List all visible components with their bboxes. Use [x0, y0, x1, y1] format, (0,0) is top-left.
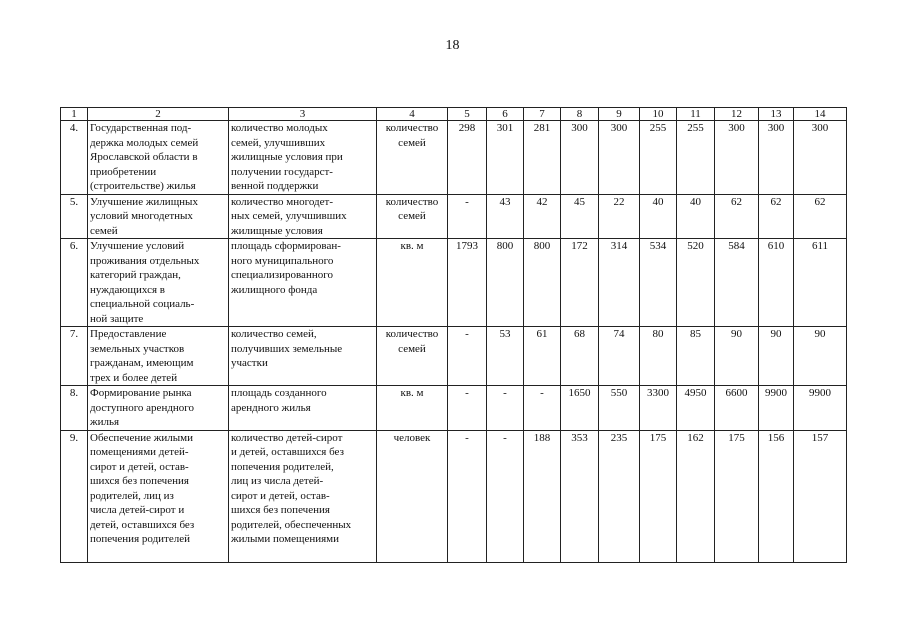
indicator-name-cell-text: количество молодых семей, улучшивших жилищные условия при получении государст- венной поддержки	[231, 122, 343, 192]
unit-cell-text: кв. м	[400, 240, 424, 252]
unit-cell	[377, 239, 448, 327]
value-cell	[524, 121, 561, 195]
header-cell-col-4: 4	[377, 108, 448, 121]
value-cell	[524, 327, 561, 386]
value-cell	[759, 194, 794, 239]
value-cell	[448, 327, 487, 386]
value-cell	[561, 121, 599, 195]
measure-name-cell	[88, 327, 229, 386]
indicator-name-cell-text: количество семей, получивших земельные участки	[231, 328, 343, 369]
value-cell	[487, 239, 524, 327]
header-cell-col-14: 14	[794, 108, 847, 121]
value-cell-text: -	[503, 387, 507, 399]
value-cell	[487, 121, 524, 195]
value-cell	[640, 194, 677, 239]
value-cell-text: 9900	[765, 387, 787, 399]
measure-name-cell-text: Улучшение условий проживания отдельных категорий граждан, нуждающихся в специальной социаль- ной защите	[90, 240, 200, 325]
value-cell-text: 156	[767, 431, 785, 444]
header-cell-col-2: 2	[88, 108, 229, 121]
header-cell-col-3: 3	[229, 108, 377, 121]
unit-cell-text: количество семей	[385, 328, 439, 355]
value-cell	[599, 386, 640, 431]
page-number: 18	[445, 38, 460, 53]
value-cell	[715, 327, 759, 386]
value-cell	[448, 121, 487, 195]
row-number-cell	[61, 327, 88, 386]
value-cell	[448, 194, 487, 239]
value-cell	[794, 239, 847, 327]
value-cell	[759, 430, 794, 562]
value-cell	[561, 194, 599, 239]
value-cell	[715, 430, 759, 562]
row-number-cell-text: 7.	[69, 328, 79, 340]
value-cell	[759, 121, 794, 195]
value-cell	[677, 239, 715, 327]
unit-cell-text: количество семей	[385, 195, 439, 222]
header-cell-col-11: 11	[677, 108, 715, 121]
value-cell-text: 61	[536, 328, 548, 340]
value-cell	[561, 239, 599, 327]
value-cell-text: 85	[690, 328, 701, 340]
value-cell	[561, 386, 599, 431]
value-cell	[599, 327, 640, 386]
value-cell-text: 4950	[684, 387, 707, 399]
header-cell-col-12: 12	[715, 108, 759, 121]
value-cell-text: 162	[687, 431, 704, 444]
value-cell-text: 235	[610, 431, 628, 444]
indicator-name-cell	[229, 239, 377, 327]
indicator-name-cell	[229, 194, 377, 239]
value-cell-text: 188	[533, 431, 551, 444]
value-cell	[524, 239, 561, 327]
value-cell-text: 301	[496, 122, 514, 134]
value-cell-text: 157	[811, 431, 829, 444]
value-cell	[599, 121, 640, 195]
value-cell-text: 1650	[568, 387, 591, 399]
unit-cell	[377, 121, 448, 195]
unit-cell	[377, 386, 448, 431]
value-cell-text: 520	[687, 240, 704, 252]
value-cell	[715, 194, 759, 239]
value-cell-text: 611	[811, 240, 829, 252]
value-cell	[487, 386, 524, 431]
value-cell	[599, 430, 640, 562]
value-cell-text: 800	[496, 240, 514, 252]
value-cell-text: 584	[728, 240, 745, 252]
value-cell	[487, 430, 524, 562]
row-number-cell	[61, 194, 88, 239]
value-cell-text: 9900	[809, 387, 831, 399]
header-cell-col-10: 10	[640, 108, 677, 121]
indicator-name-cell	[229, 327, 377, 386]
value-cell	[794, 194, 847, 239]
row-number-cell	[61, 121, 88, 195]
table-row	[61, 194, 847, 239]
value-cell-text: -	[540, 387, 544, 399]
value-cell-text: 62	[731, 195, 742, 208]
value-cell	[759, 386, 794, 431]
value-cell	[561, 430, 599, 562]
header-cell-col-5: 5	[448, 108, 487, 121]
value-cell-text: -	[465, 431, 469, 444]
value-cell	[448, 430, 487, 562]
measure-name-cell-text: Предоставление земельных участков гражданам, имеющим трех и более детей	[90, 328, 194, 384]
unit-cell	[377, 194, 448, 239]
value-cell-text: -	[465, 195, 469, 208]
measure-name-cell-text: Государственная под- держка молодых семей Ярославской области в приобретении (строительстве) жилья	[90, 122, 199, 192]
value-cell	[599, 239, 640, 327]
row-number-cell-text: 6.	[69, 240, 79, 252]
value-cell-text: 42	[536, 195, 548, 208]
value-cell	[487, 194, 524, 239]
value-cell-text: 300	[728, 122, 745, 134]
value-cell-text: 1793	[456, 240, 478, 252]
value-cell-text: 610	[767, 240, 785, 252]
value-cell-text: 40	[690, 195, 701, 208]
value-cell-text: 40	[652, 195, 664, 208]
row-number-cell	[61, 430, 88, 562]
value-cell	[715, 121, 759, 195]
measure-name-cell	[88, 430, 229, 562]
value-cell	[524, 386, 561, 431]
value-cell-text: 300	[767, 122, 785, 134]
value-cell	[524, 430, 561, 562]
value-cell	[677, 430, 715, 562]
value-cell-text: 255	[687, 122, 704, 134]
value-cell	[759, 239, 794, 327]
value-cell	[448, 386, 487, 431]
unit-cell-text: человек	[393, 431, 431, 444]
value-cell	[794, 121, 847, 195]
header-cell-col-7: 7	[524, 108, 561, 121]
measure-name-cell	[88, 386, 229, 431]
value-cell	[715, 386, 759, 431]
unit-cell-text: кв. м	[400, 387, 424, 399]
unit-cell-text: количество семей	[385, 122, 439, 149]
indicator-name-cell	[229, 386, 377, 431]
value-cell-text: -	[503, 431, 507, 444]
value-cell	[524, 194, 561, 239]
value-cell-text: 172	[571, 240, 588, 252]
header-cell-col-8: 8	[561, 108, 599, 121]
value-cell	[487, 327, 524, 386]
row-number-cell	[61, 386, 88, 431]
value-cell	[715, 239, 759, 327]
value-cell-text: 3300	[647, 387, 669, 399]
value-cell	[640, 386, 677, 431]
row-number-cell-text: 8.	[69, 387, 79, 399]
header-row	[61, 108, 847, 121]
value-cell-text: 6600	[725, 387, 748, 399]
indicator-name-cell-text: количество многодет- ных семей, улучшивших жилищные условия	[231, 195, 347, 237]
value-cell-text: 550	[610, 387, 628, 399]
value-cell-text: 175	[728, 431, 745, 444]
value-cell-text: 298	[458, 122, 476, 134]
value-cell	[640, 239, 677, 327]
value-cell-text: 534	[649, 240, 667, 252]
value-cell-text: -	[465, 328, 469, 340]
value-cell	[677, 194, 715, 239]
value-cell-text: 90	[770, 328, 782, 340]
value-cell-text: -	[465, 387, 469, 399]
header-cell-col-6: 6	[487, 108, 524, 121]
value-cell-text: 90	[731, 328, 742, 340]
value-cell-text: 68	[574, 328, 585, 340]
header-cell-col-1: 1	[61, 108, 88, 121]
value-cell	[794, 386, 847, 431]
value-cell-text: 300	[571, 122, 588, 134]
value-cell	[677, 327, 715, 386]
table-row	[61, 430, 847, 562]
measure-name-cell-text: Формирование рынка доступного арендного жилья	[90, 387, 195, 428]
value-cell	[794, 327, 847, 386]
value-cell	[599, 194, 640, 239]
indicator-name-cell	[229, 430, 377, 562]
value-cell-text: 43	[499, 195, 511, 208]
measure-name-cell-text: Улучшение жилищных условий многодетных семей	[90, 195, 198, 237]
value-cell-text: 300	[811, 122, 829, 134]
value-cell-text: 175	[649, 431, 667, 444]
value-cell-text: 53	[499, 328, 511, 340]
indicator-name-cell-text: количество детей-сирот и детей, оставшихся без попечения родителей, лиц из числа детей- сирот и детей, остав- шихся без попечения родителей, обеспеченных жилыми помещениями	[231, 431, 352, 545]
value-cell	[640, 327, 677, 386]
value-cell-text: 80	[652, 328, 664, 340]
table-row	[61, 239, 847, 327]
value-cell	[640, 121, 677, 195]
value-cell-text: 22	[613, 195, 625, 208]
value-cell-text: 281	[533, 122, 551, 134]
value-cell	[794, 430, 847, 562]
value-cell	[640, 430, 677, 562]
value-cell-text: 800	[533, 240, 551, 252]
indicators-table	[60, 107, 847, 563]
row-number-cell	[61, 239, 88, 327]
row-number-cell-text: 9.	[69, 431, 79, 444]
header-cell-col-13: 13	[759, 108, 794, 121]
value-cell-text: 62	[814, 195, 826, 208]
value-cell-text: 62	[770, 195, 782, 208]
value-cell	[677, 121, 715, 195]
value-cell	[677, 386, 715, 431]
measure-name-cell	[88, 239, 229, 327]
indicator-name-cell-text: площадь сформирован- ного муниципального специализированного жилищного фонда	[231, 240, 341, 296]
indicator-name-cell	[229, 121, 377, 195]
value-cell-text: 45	[574, 195, 585, 208]
row-number-cell-text: 5.	[69, 195, 79, 208]
row-number-cell-text: 4.	[69, 122, 79, 134]
measure-name-cell	[88, 194, 229, 239]
value-cell	[561, 327, 599, 386]
value-cell-text: 74	[613, 328, 625, 340]
value-cell-text: 314	[610, 240, 628, 252]
measure-name-cell	[88, 121, 229, 195]
table-row	[61, 121, 847, 195]
unit-cell	[377, 327, 448, 386]
value-cell-text: 255	[649, 122, 667, 134]
measure-name-cell-text: Обеспечение жилыми помещениями детей- сирот и детей, остав- шихся без попечения родителей, лиц из числа детей-сирот и детей, оставшихся без попечения родителей	[90, 431, 195, 545]
unit-cell	[377, 430, 448, 562]
value-cell	[448, 239, 487, 327]
value-cell-text: 300	[610, 122, 628, 134]
value-cell-text: 90	[814, 328, 826, 340]
indicator-name-cell-text: площадь созданного арендного жилья	[231, 387, 327, 414]
value-cell-text: 353	[571, 431, 588, 444]
header-cell-col-9: 9	[599, 108, 640, 121]
table-row	[61, 327, 847, 386]
table-row	[61, 386, 847, 431]
value-cell	[759, 327, 794, 386]
